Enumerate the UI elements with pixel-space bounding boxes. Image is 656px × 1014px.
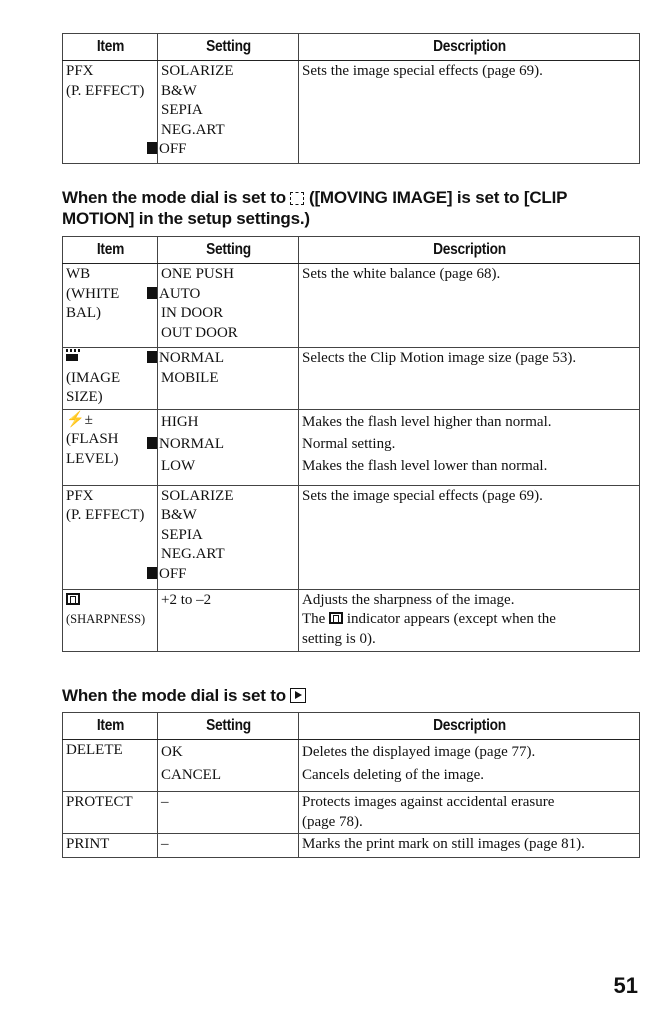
table-row <box>63 348 640 410</box>
flash-level-icon: ⚡± <box>66 411 93 428</box>
sharpness-indicator-icon <box>329 612 343 624</box>
setting-cell: – <box>158 834 299 858</box>
item-cell: PRINT <box>63 834 158 858</box>
playback-settings-table <box>62 712 640 858</box>
item-cell: (SHARPNESS) <box>63 589 158 651</box>
setting-cell: SOLARIZE B&W SEPIA NEG.ART OFF <box>158 485 299 589</box>
table-row <box>63 740 640 792</box>
movie-settings-table <box>62 236 640 652</box>
description-cell: Marks the print mark on still images (page 81). <box>299 834 640 858</box>
image-size-icon <box>66 349 80 362</box>
default-marker-icon <box>147 351 157 363</box>
setting-cell: NORMAL MOBILE <box>158 348 299 410</box>
item-cell: PFX (P. EFFECT) <box>63 61 158 164</box>
table-row <box>63 589 640 651</box>
description-cell: Deletes the displayed image (page 77). Cancels deleting of the image. <box>299 740 640 792</box>
header-setting: Setting <box>167 713 288 740</box>
table-row <box>63 264 640 348</box>
header-item: Item <box>69 34 151 61</box>
description-cell: Makes the flash level higher than normal. Normal setting. Makes the flash level lower than normal. <box>299 409 640 485</box>
setting-cell: SOLARIZE B&W SEPIA NEG.ART OFF <box>158 61 299 164</box>
table-row <box>63 792 640 834</box>
setting-cell: ONE PUSH AUTO IN DOOR OUT DOOR <box>158 264 299 348</box>
setting-cell: +2 to –2 <box>158 589 299 651</box>
default-marker-icon <box>147 287 157 299</box>
header-description: Description <box>322 713 615 740</box>
section-heading-movie: When the mode dial is set to ([MOVING IMAGE] is set to [CLIP MOTION] in the setup settings.) <box>62 188 567 228</box>
item-cell: PFX (P. EFFECT) <box>63 485 158 589</box>
default-marker-icon <box>147 567 157 579</box>
description-cell: Selects the Clip Motion image size (page 53). <box>299 348 640 410</box>
movie-icon <box>290 192 304 205</box>
play-icon <box>290 688 306 703</box>
setting-cell: HIGH NORMAL LOW <box>158 409 299 485</box>
table-header <box>63 34 640 61</box>
item-cell: ⚡± (FLASH LEVEL) <box>63 409 158 485</box>
description-cell: Protects images against accidental erasure (page 78). <box>299 792 640 834</box>
header-item: Item <box>69 237 151 264</box>
header-description: Description <box>322 237 615 264</box>
default-marker-icon <box>147 142 157 154</box>
table-row <box>63 485 640 589</box>
header-description: Description <box>322 34 615 61</box>
item-cell: DELETE <box>63 740 158 792</box>
table-header <box>63 237 640 264</box>
table-row <box>63 61 640 164</box>
table-row <box>63 834 640 858</box>
description-cell: Sets the image special effects (page 69). <box>299 485 640 589</box>
header-setting: Setting <box>167 34 288 61</box>
description-cell: Adjusts the sharpness of the image. The indicator appears (except when the setting is 0). <box>299 589 640 651</box>
page-number: 51 <box>613 973 638 998</box>
description-cell: Sets the image special effects (page 69). <box>299 61 640 164</box>
item-cell: (IMAGE SIZE) <box>63 348 158 410</box>
header-item: Item <box>69 713 151 740</box>
default-marker-icon <box>147 437 157 449</box>
item-cell: WB (WHITE BAL) <box>63 264 158 348</box>
description-cell: Sets the white balance (page 68). <box>299 264 640 348</box>
section-heading-playback: When the mode dial is set to <box>62 685 622 706</box>
pfx-table <box>62 33 640 164</box>
item-cell: PROTECT <box>63 792 158 834</box>
sharpness-icon <box>66 593 80 605</box>
table-header <box>63 713 640 740</box>
setting-cell: – <box>158 792 299 834</box>
table-row <box>63 409 640 485</box>
header-setting: Setting <box>167 237 288 264</box>
setting-cell: OK CANCEL <box>158 740 299 792</box>
